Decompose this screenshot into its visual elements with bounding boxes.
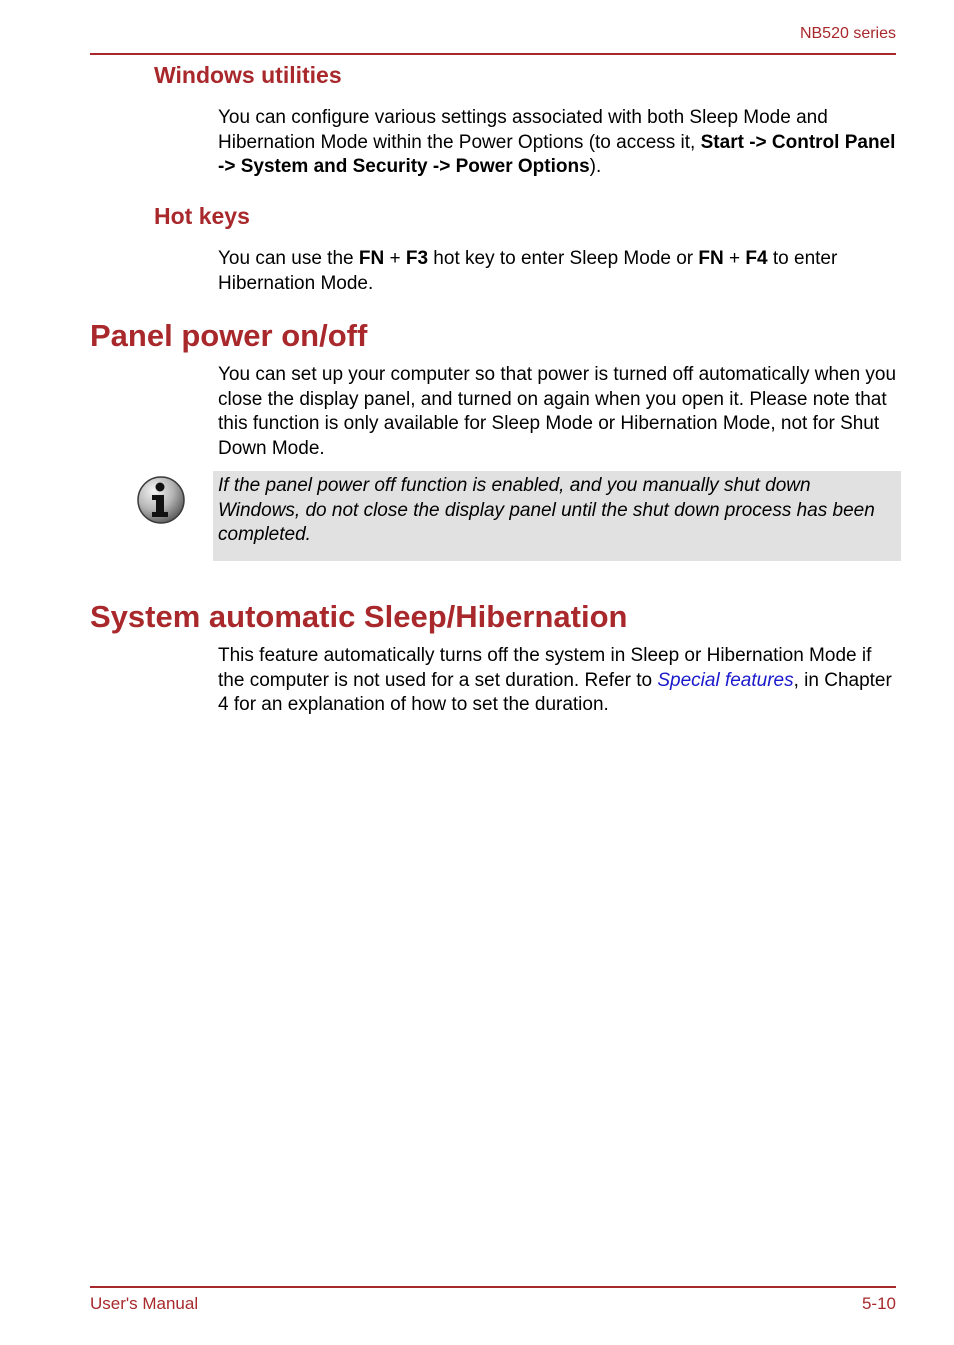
heading-hot-keys: Hot keys	[154, 203, 250, 229]
para-auto-sleep: This feature automatically turns off the system in Sleep or Hibernation Mode if the computer is not used for a set duration. Refer to Special features, in Chapter 4 for an explanation of how to set the duration.	[218, 645, 892, 715]
para-windows-utilities: You can configure various settings associated with both Sleep Mode and Hibernation Mode within the Power Options (to access it, Start -> Control Panel -> System and Security -> Power Options).	[218, 107, 896, 177]
footer-rule	[90, 1286, 896, 1288]
heading-panel-power: Panel power on/off	[90, 318, 368, 353]
heading-auto-sleep: System automatic Sleep/Hibernation	[90, 599, 628, 634]
footer-manual-label: User's Manual	[90, 1294, 199, 1313]
note-text: If the panel power off function is enabled, and you manually shut down Windows, do not close the display panel until the shut down process has been completed.	[218, 475, 875, 545]
header-rule	[90, 53, 896, 55]
special-features-link[interactable]: Special features	[657, 669, 794, 691]
page-header-series: NB520 series	[799, 25, 896, 42]
heading-windows-utilities: Windows utilities	[154, 62, 342, 88]
info-icon	[136, 475, 186, 525]
note-box	[213, 471, 901, 561]
page-number: 5-10	[861, 1294, 896, 1313]
para-panel-power: You can set up your computer so that power is turned off automatically when you close the display panel, and turned on again when you open it. Please note that this function is only available for Sleep Mode or Hibernation Mode, not for Shut Down Mode.	[218, 364, 897, 459]
power-options-path: Start -> Control Panel -> System and Security -> Power Options	[218, 131, 896, 177]
para-hot-keys: You can use the FN + F3 hot key to enter Sleep Mode or FN + F4 to enter Hibernation Mode.	[218, 248, 838, 294]
